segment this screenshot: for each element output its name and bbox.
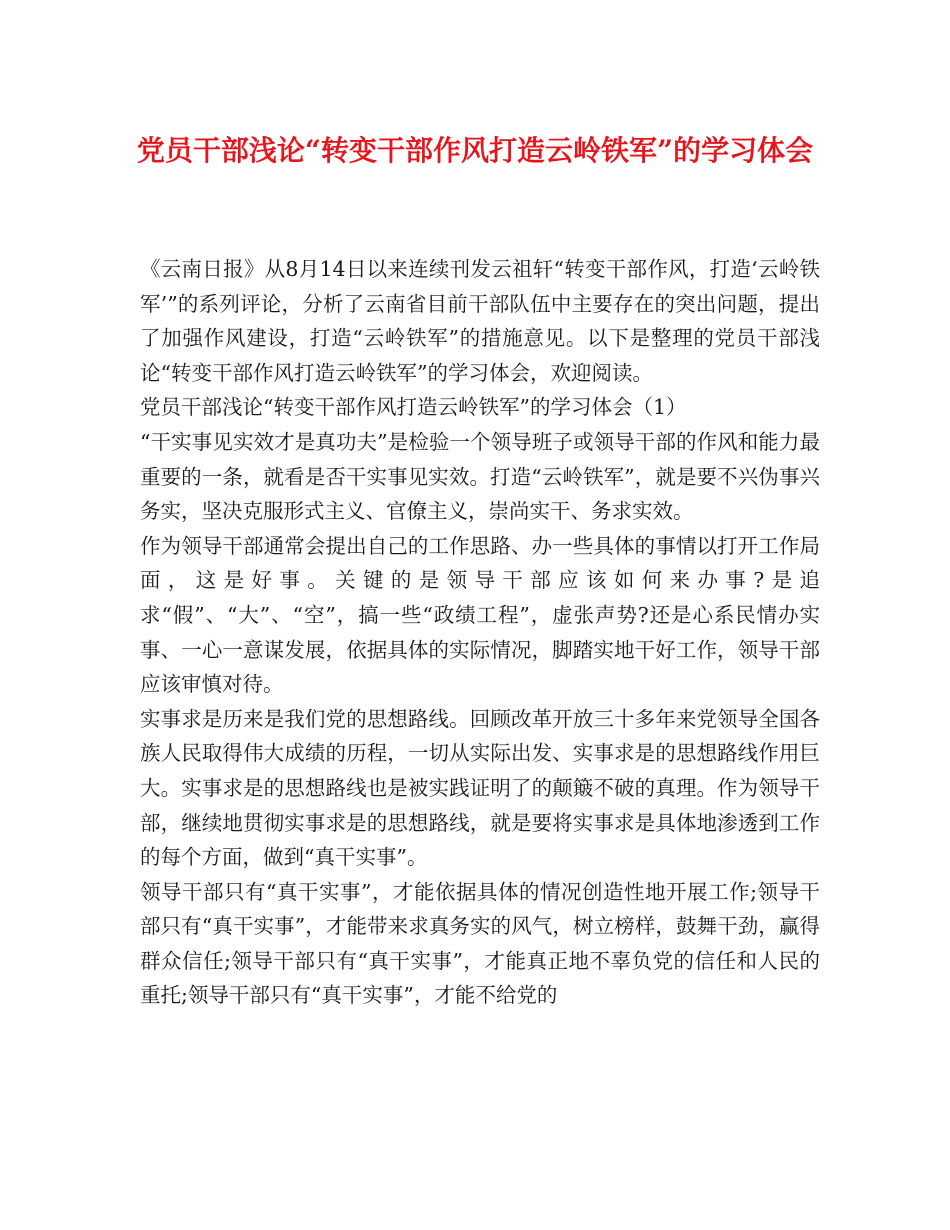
document-body [140,252,820,1013]
document-title: 党员干部浅论“转变干部作风打造云岭铁军”的学习体会 [136,134,814,167]
section-heading: 党员干部浅论“转变干部作风打造云岭铁军”的学习体会（1） [140,395,687,420]
paragraph-intro: 《云南日报》从8月14日以来连续刊发云祖轩“转变干部作风，打造‘云岭铁军’”的系列评论，分析了云南省目前干部队伍中主要存在的突出问题，提出了加强作风建设，打造“云岭铁军”的措施意见。以下是整理的党员干部浅论“转变干部作风打造云岭铁军”的学习体会，欢迎阅读。 [140,257,820,385]
paragraph: “干实事见实效才是真功夫”是检验一个领导班子或领导干部的作风和能力最重要的一条，就看是否干实事见实效。打造“云岭铁军”，就是要不兴伪事兴务实，坚决克服形式主义、官僚主义，崇尚实干、务求实效。 [140,429,820,524]
paragraph: 领导干部只有“真干实事”，才能依据具体的情况创造性地开展工作;领导干部只有“真干实事”，才能带来求真务实的风气，树立榜样，鼓舞干劲，赢得群众信任;领导干部只有“真干实事”，才能真正地不辜负党的信任和人民的重托;领导干部只有“真干实事”，才能不给党的 [140,879,820,1008]
paragraph: 实事求是历来是我们党的思想路线。回顾改革开放三十多年来党领导全国各族人民取得伟大成绩的历程，一切从实际出发、实事求是的思想路线作用巨大。实事求是的思想路线也是被实践证明了的颠簸不破的真理。作为领导干部，继续地贯彻实事求是的思想路线，就是要将实事求是具体地渗透到工作的每个方面，做到“真干实事”。 [140,706,820,870]
paragraph: 作为领导干部通常会提出自己的工作思路、办一些具体的事情以打开工作局面，这是好事。关键的是领导干部应该如何来办事?是追求“假”、“大”、“空”，搞一些“政绩工程”，虚张声势?还是心系民情办实事、一心一意谋发展，依据具体的实际情况，脚踏实地干好工作，领导干部应该审慎对待。 [140,533,820,697]
